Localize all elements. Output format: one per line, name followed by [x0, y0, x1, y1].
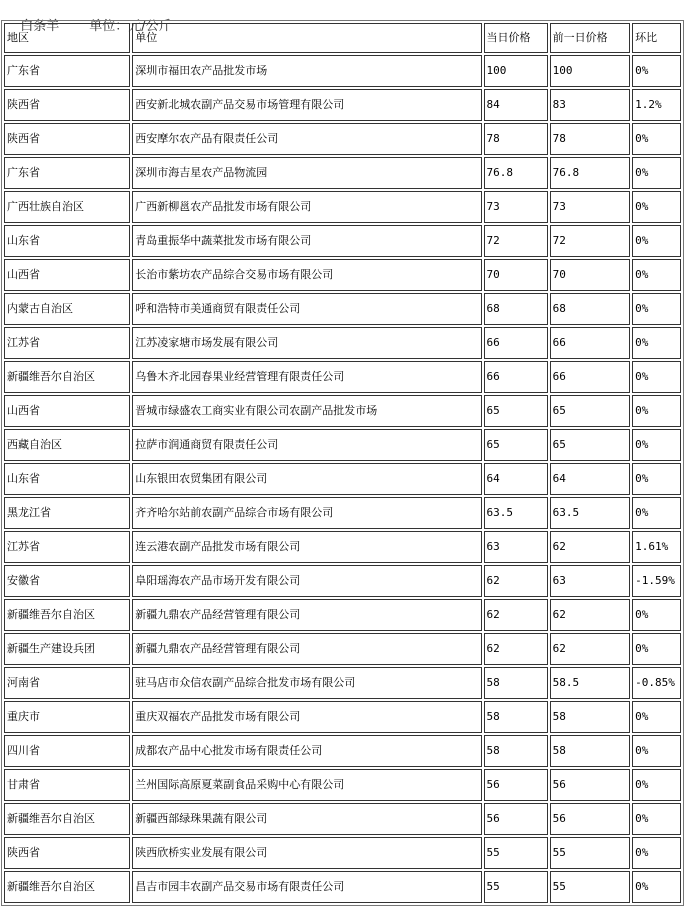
cell-unit: 成都农产品中心批发市场有限责任公司 — [132, 735, 481, 767]
table-row — [4, 497, 681, 529]
table-row — [4, 123, 681, 155]
cell-today-price: 65 — [484, 429, 548, 461]
table-row — [4, 803, 681, 835]
cell-today-price: 63 — [484, 531, 548, 563]
cell-previous-price: 62 — [550, 531, 630, 563]
cell-previous-price: 55 — [550, 871, 630, 903]
table-row — [4, 531, 681, 563]
cell-region: 山东省 — [4, 463, 130, 495]
cell-unit: 青岛重振华中蔬菜批发市场有限公司 — [132, 225, 481, 257]
cell-previous-price: 58.5 — [550, 667, 630, 699]
cell-unit: 江苏凌家塘市场发展有限公司 — [132, 327, 481, 359]
cell-change: 0% — [632, 429, 681, 461]
cell-region: 安徽省 — [4, 565, 130, 597]
cell-unit: 新疆九鼎农产品经营管理有限公司 — [132, 633, 481, 665]
cell-region: 陕西省 — [4, 89, 130, 121]
cell-change: 0% — [632, 395, 681, 427]
cell-unit: 西安新北城农副产品交易市场管理有限公司 — [132, 89, 481, 121]
cell-unit: 连云港农副产品批发市场有限公司 — [132, 531, 481, 563]
cell-change: 0% — [632, 191, 681, 223]
header-region: 地区 — [4, 23, 130, 53]
cell-region: 甘肃省 — [4, 769, 130, 801]
cell-previous-price: 76.8 — [550, 157, 630, 189]
cell-region: 新疆维吾尔自治区 — [4, 871, 130, 903]
cell-today-price: 56 — [484, 803, 548, 835]
cell-change: 0% — [632, 259, 681, 291]
cell-today-price: 100 — [484, 55, 548, 87]
cell-region: 新疆维吾尔自治区 — [4, 803, 130, 835]
cell-change: 0% — [632, 633, 681, 665]
cell-unit: 兰州国际高原夏菜副食品采购中心有限公司 — [132, 769, 481, 801]
cell-unit: 晋城市绿盛农工商实业有限公司农副产品批发市场 — [132, 395, 481, 427]
table-row — [4, 599, 681, 631]
cell-change: 0% — [632, 769, 681, 801]
cell-previous-price: 66 — [550, 361, 630, 393]
cell-previous-price: 83 — [550, 89, 630, 121]
cell-change: 0% — [632, 701, 681, 733]
cell-previous-price: 68 — [550, 293, 630, 325]
header-change: 环比 — [632, 23, 681, 53]
table-row — [4, 633, 681, 665]
cell-unit: 呼和浩特市美通商贸有限责任公司 — [132, 293, 481, 325]
cell-change: 0% — [632, 463, 681, 495]
cell-change: 0% — [632, 361, 681, 393]
cell-previous-price: 65 — [550, 429, 630, 461]
cell-change: -0.85% — [632, 667, 681, 699]
cell-previous-price: 56 — [550, 803, 630, 835]
cell-today-price: 56 — [484, 769, 548, 801]
cell-change: 0% — [632, 123, 681, 155]
cell-previous-price: 65 — [550, 395, 630, 427]
header-previous-price: 前一日价格 — [550, 23, 630, 53]
cell-today-price: 70 — [484, 259, 548, 291]
cell-change: 0% — [632, 803, 681, 835]
cell-unit: 新疆九鼎农产品经营管理有限公司 — [132, 599, 481, 631]
table-row — [4, 157, 681, 189]
cell-today-price: 66 — [484, 327, 548, 359]
header-unit: 单位 — [132, 23, 481, 53]
cell-region: 西藏自治区 — [4, 429, 130, 461]
cell-region: 新疆生产建设兵团 — [4, 633, 130, 665]
cell-today-price: 72 — [484, 225, 548, 257]
table-row — [4, 871, 681, 903]
cell-region: 广东省 — [4, 55, 130, 87]
cell-unit: 广西新柳邕农产品批发市场有限公司 — [132, 191, 481, 223]
table-row — [4, 769, 681, 801]
cell-previous-price: 63.5 — [550, 497, 630, 529]
table-row — [4, 395, 681, 427]
cell-region: 黑龙江省 — [4, 497, 130, 529]
table-row — [4, 667, 681, 699]
table-row — [4, 429, 681, 461]
cell-region: 新疆维吾尔自治区 — [4, 599, 130, 631]
table-row — [4, 361, 681, 393]
cell-today-price: 58 — [484, 735, 548, 767]
cell-previous-price: 72 — [550, 225, 630, 257]
cell-previous-price: 56 — [550, 769, 630, 801]
cell-change: 0% — [632, 871, 681, 903]
cell-today-price: 55 — [484, 837, 548, 869]
cell-unit: 乌鲁木齐北园春果业经营管理有限责任公司 — [132, 361, 481, 393]
table-row — [4, 259, 681, 291]
cell-previous-price: 62 — [550, 633, 630, 665]
cell-unit: 昌吉市园丰农副产品交易市场有限责任公司 — [132, 871, 481, 903]
cell-region: 山东省 — [4, 225, 130, 257]
cell-today-price: 55 — [484, 871, 548, 903]
cell-region: 新疆维吾尔自治区 — [4, 361, 130, 393]
cell-unit: 陕西欣桥实业发展有限公司 — [132, 837, 481, 869]
cell-today-price: 58 — [484, 701, 548, 733]
cell-today-price: 62 — [484, 565, 548, 597]
cell-region: 四川省 — [4, 735, 130, 767]
header-today-price: 当日价格 — [484, 23, 548, 53]
cell-region: 广西壮族自治区 — [4, 191, 130, 223]
cell-previous-price: 55 — [550, 837, 630, 869]
product-name: 白条羊 — [20, 19, 60, 34]
cell-today-price: 78 — [484, 123, 548, 155]
cell-unit: 新疆西部绿珠果蔬有限公司 — [132, 803, 481, 835]
table-row — [4, 191, 681, 223]
cell-today-price: 62 — [484, 633, 548, 665]
cell-previous-price: 64 — [550, 463, 630, 495]
table-row — [4, 225, 681, 257]
cell-today-price: 63.5 — [484, 497, 548, 529]
table-row — [4, 463, 681, 495]
table-row — [4, 837, 681, 869]
cell-previous-price: 58 — [550, 701, 630, 733]
cell-unit: 齐齐哈尔站前农副产品综合市场有限公司 — [132, 497, 481, 529]
cell-region: 陕西省 — [4, 123, 130, 155]
cell-previous-price: 58 — [550, 735, 630, 767]
cell-region: 江苏省 — [4, 327, 130, 359]
cell-change: -1.59% — [632, 565, 681, 597]
cell-previous-price: 70 — [550, 259, 630, 291]
cell-unit: 拉萨市润通商贸有限责任公司 — [132, 429, 481, 461]
cell-change: 1.2% — [632, 89, 681, 121]
cell-region: 江苏省 — [4, 531, 130, 563]
cell-change: 0% — [632, 157, 681, 189]
cell-previous-price: 78 — [550, 123, 630, 155]
table-row — [4, 565, 681, 597]
header-row — [4, 23, 681, 53]
price-table — [1, 20, 684, 906]
cell-previous-price: 73 — [550, 191, 630, 223]
cell-region: 重庆市 — [4, 701, 130, 733]
cell-today-price: 65 — [484, 395, 548, 427]
cell-previous-price: 66 — [550, 327, 630, 359]
cell-today-price: 58 — [484, 667, 548, 699]
table-row — [4, 735, 681, 767]
cell-region: 广东省 — [4, 157, 130, 189]
cell-change: 0% — [632, 599, 681, 631]
table-row — [4, 293, 681, 325]
cell-change: 0% — [632, 293, 681, 325]
cell-unit: 驻马店市众信农副产品综合批发市场有限公司 — [132, 667, 481, 699]
table-row — [4, 55, 681, 87]
cell-region: 内蒙古自治区 — [4, 293, 130, 325]
cell-today-price: 62 — [484, 599, 548, 631]
cell-previous-price: 63 — [550, 565, 630, 597]
cell-today-price: 76.8 — [484, 157, 548, 189]
cell-unit: 山东银田农贸集团有限公司 — [132, 463, 481, 495]
cell-today-price: 84 — [484, 89, 548, 121]
cell-unit: 阜阳瑶海农产品市场开发有限公司 — [132, 565, 481, 597]
cell-change: 0% — [632, 837, 681, 869]
cell-unit: 深圳市海吉星农产品物流园 — [132, 157, 481, 189]
cell-region: 河南省 — [4, 667, 130, 699]
cell-unit: 长治市紫坊农产品综合交易市场有限公司 — [132, 259, 481, 291]
cell-today-price: 73 — [484, 191, 548, 223]
cell-today-price: 68 — [484, 293, 548, 325]
cell-region: 陕西省 — [4, 837, 130, 869]
table-row — [4, 327, 681, 359]
cell-change: 1.61% — [632, 531, 681, 563]
cell-change: 0% — [632, 225, 681, 257]
cell-unit: 重庆双福农产品批发市场有限公司 — [132, 701, 481, 733]
cell-unit: 西安摩尔农产品有限责任公司 — [132, 123, 481, 155]
cell-change: 0% — [632, 497, 681, 529]
cell-previous-price: 100 — [550, 55, 630, 87]
table-caption — [12, 0, 172, 34]
cell-today-price: 64 — [484, 463, 548, 495]
cell-unit: 深圳市福田农产品批发市场 — [132, 55, 481, 87]
cell-region: 山西省 — [4, 395, 130, 427]
cell-previous-price: 62 — [550, 599, 630, 631]
cell-change: 0% — [632, 327, 681, 359]
cell-change: 0% — [632, 55, 681, 87]
cell-region: 山西省 — [4, 259, 130, 291]
unit-label: 单位：元/公斤 — [89, 19, 172, 34]
cell-change: 0% — [632, 735, 681, 767]
cell-today-price: 66 — [484, 361, 548, 393]
table-row — [4, 89, 681, 121]
table-row — [4, 701, 681, 733]
